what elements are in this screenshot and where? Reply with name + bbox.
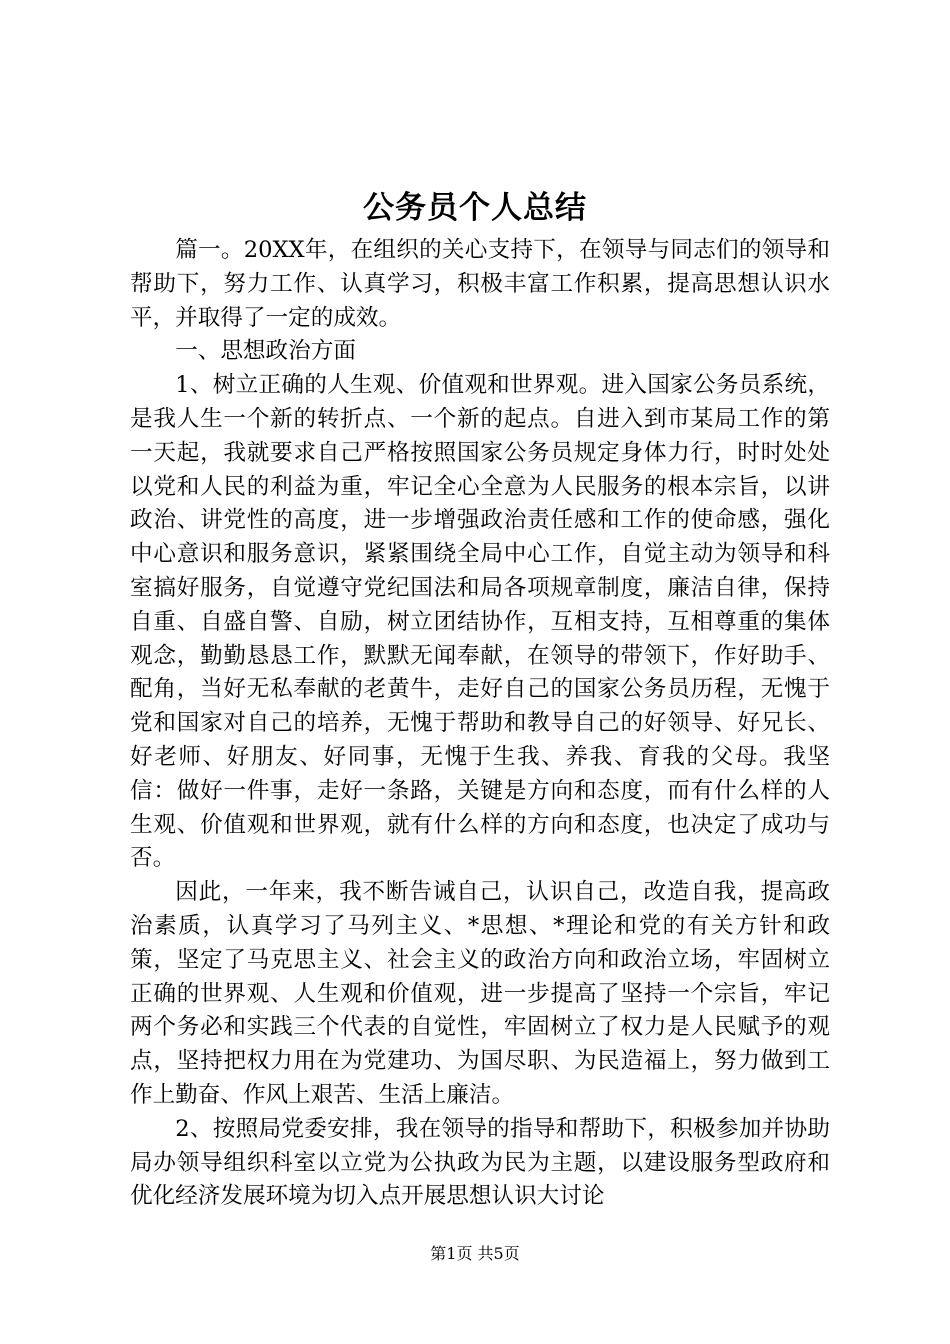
document-body — [130, 234, 830, 1214]
paragraph-point-1: 1、树立正确的人生观、价值观和世界观。进入国家公务员系统，是我人生一个新的转折点、一个新的起点。自进入到市某局工作的第一天起，我就要求自己严格按照国家公务员规定身体力行，时时处处以党和人民的利益为重，牢记全心全意为人民服务的根本宗旨，以讲政治、讲党性的高度，进一步增强政治责任感和工作的使命感，强化中心意识和服务意识，紧紧围绕全局中心工作，自觉主动为领导和科室搞好服务，自觉遵守党纪国法和局各项规章制度，廉洁自律，保持自重、自盛自警、自励，树立团结协作，互相支持，互相尊重的集体观念，勤勤恳恳工作，默默无闻奉献，在领导的带领下，作好助手、配角，当好无私奉献的老黄牛，走好自己的国家公务员历程，无愧于党和国家对自己的培养，无愧于帮助和教导自己的好领导、好兄长、好老师、好朋友、好同事，无愧于生我、养我、育我的父母。我坚信：做好一件事，走好一条路，关键是方向和态度，而有什么样的人生观、价值观和世界观，就有什么样的方向和态度，也决定了成功与否。 — [130, 372, 830, 872]
paragraph-intro: 篇一。20XX年，在组织的关心支持下，在领导与同志们的领导和帮助下，努力工作、认真学习，积极丰富工作积累，提高思想认识水平，并取得了一定的成效。 — [130, 237, 830, 331]
page-number-footer: 第1页 共5页 — [430, 1244, 520, 1263]
paragraph-therefore: 因此，一年来，我不断告诫自己，认识自己，改造自我，提高政治素质，认真学习了马列主义、*思想、*理论和党的有关方针和政策，坚定了马克思主义、社会主义的政治方向和政治立场，牢固树立正确的世界观、人生观和价值观，进一步提高了坚持一个宗旨，牢记两个务必和实践三个代表的自觉性，牢固树立了权力是人民赋予的观点，坚持把权力用在为党建功、为国尽职、为民造福上，努力做到工作上勤奋、作风上艰苦、生活上廉洁。 — [130, 879, 830, 1108]
section-heading: 一、思想政治方面 — [175, 338, 356, 365]
document-title: 公务员个人总结 — [363, 190, 587, 226]
paragraph-point-2: 2、按照局党委安排，我在领导的指导和帮助下，积极参加并协助局办领导组织科室以立党为公执政为民为主题，以建设服务型政府和优化经济发展环境为切入点开展思想认识大讨论 — [130, 1115, 830, 1210]
